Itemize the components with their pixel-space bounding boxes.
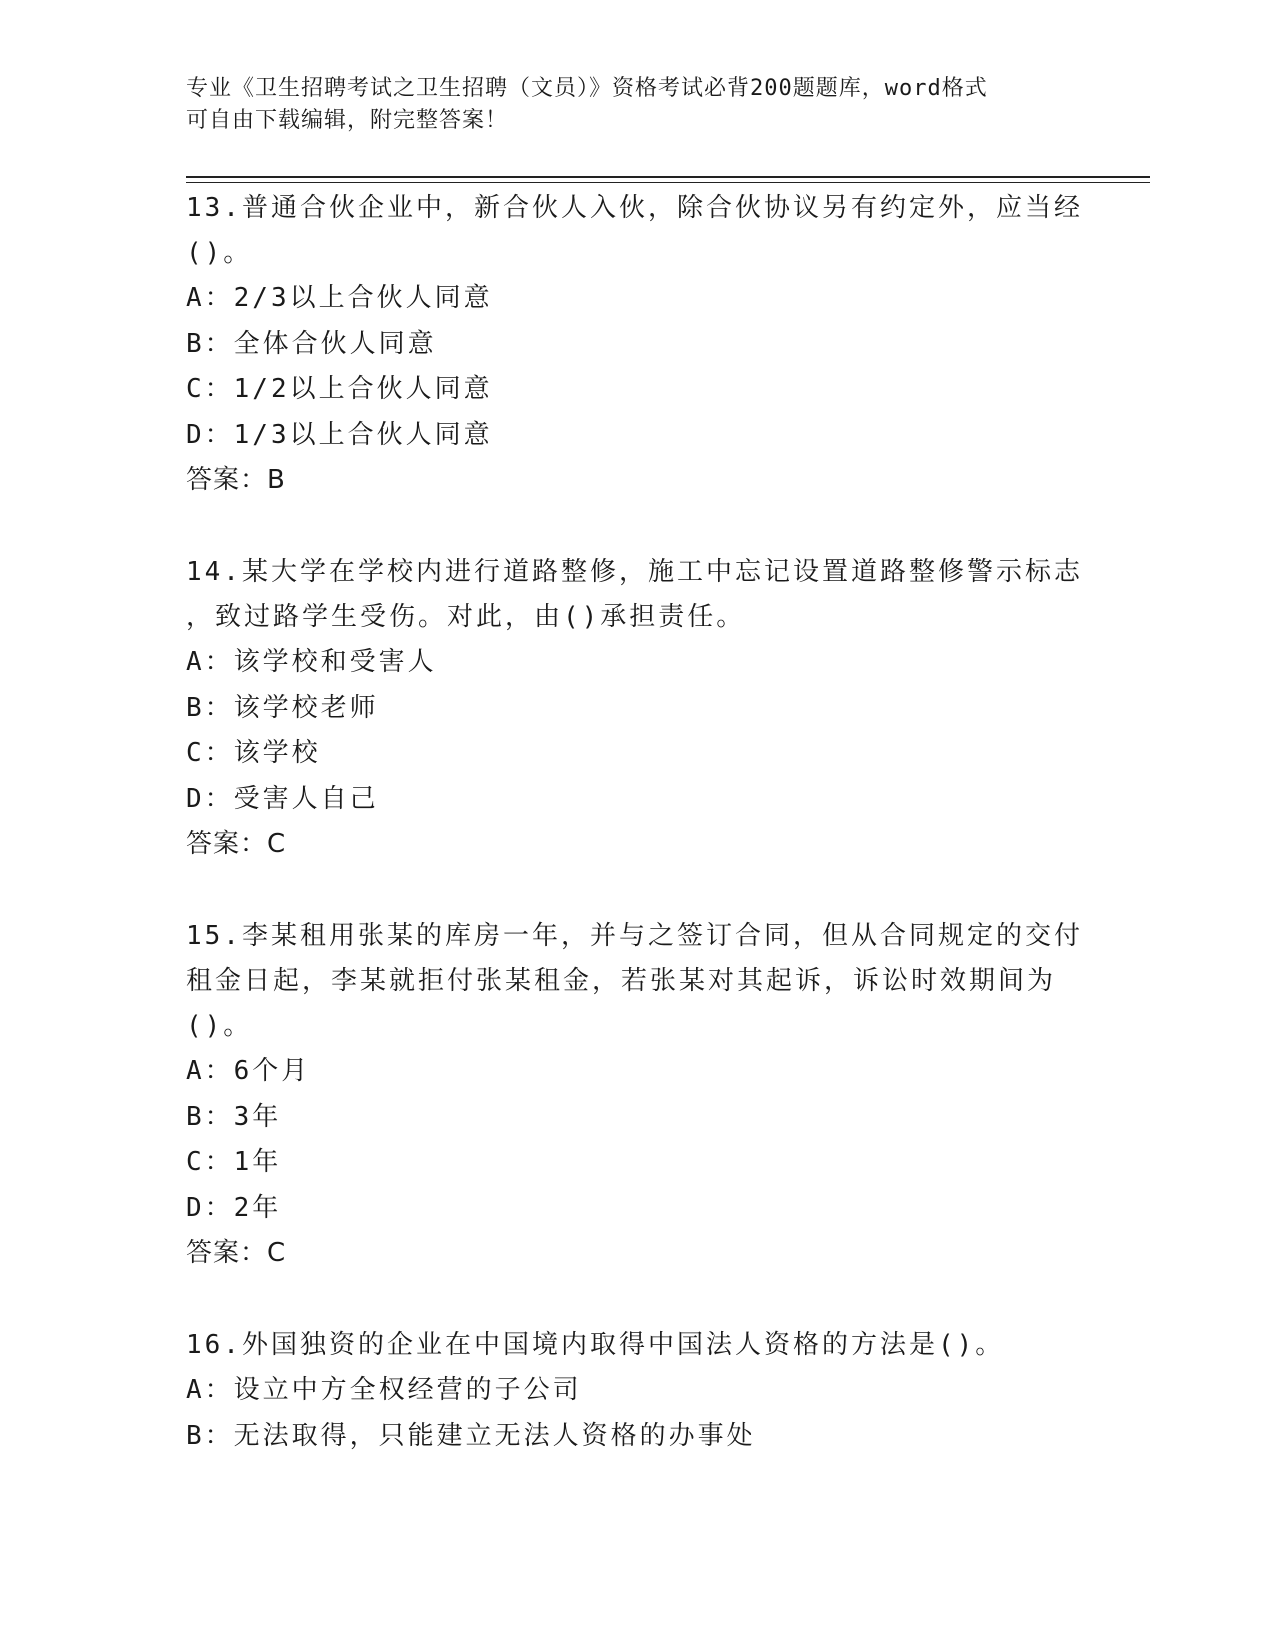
header-rule-thin <box>186 182 1150 183</box>
option-d: D：受害人自己 <box>186 783 379 814</box>
header-line-1: 专业《卫生招聘考试之卫生招聘（文员）》资格考试必背200题题库，word格式 <box>186 76 988 101</box>
option-a: A：该学校和受害人 <box>186 647 437 677</box>
option-c: C：1年 <box>186 1147 282 1177</box>
question-stem-line: 15.李某租用张某的库房一年，并与之签订合同，但从合同规定的交付 <box>186 921 1083 951</box>
question-stem-line: 14.某大学在学校内进行道路整修，施工中忘记设置道路整修警示标志 <box>186 557 1083 587</box>
option-b: B：3年 <box>186 1101 282 1132</box>
question-spacer <box>186 1276 1086 1323</box>
option-a: A：6个月 <box>186 1056 311 1086</box>
option-b: B：全体合伙人同意 <box>186 328 437 359</box>
question-stem-line: 13.普通合伙企业中，新合伙人入伙，除合伙协议另有约定外，应当经 <box>186 193 1083 223</box>
question-stem-line: ，致过路学生受伤。对此，由()承担责任。 <box>186 602 746 632</box>
option-b: B：该学校老师 <box>186 692 379 723</box>
question-16 <box>186 1323 1086 1459</box>
header-line-2: 可自由下载编辑，附完整答案！ <box>186 108 509 133</box>
option-c: C：1/2以上合伙人同意 <box>186 374 493 404</box>
question-13 <box>186 186 1086 503</box>
answer-line: 答案：C <box>186 829 287 859</box>
question-list <box>186 186 1086 1459</box>
option-c: C：该学校 <box>186 738 321 768</box>
question-spacer <box>186 503 1086 550</box>
question-14 <box>186 550 1086 867</box>
option-d: D：1/3以上合伙人同意 <box>186 419 493 450</box>
document-header <box>186 73 1066 137</box>
question-stem-line: ()。 <box>186 238 253 268</box>
question-stem-line: ()。 <box>186 1011 253 1041</box>
option-a: A：设立中方全权经营的子公司 <box>186 1375 582 1405</box>
option-b: B：无法取得，只能建立无法人资格的办事处 <box>186 1420 756 1451</box>
answer-line: 答案：C <box>186 1238 287 1268</box>
question-stem-line: 租金日起，李某就拒付张某租金，若张某对其起诉，诉讼时效期间为 <box>186 966 1057 996</box>
option-a: A：2/3以上合伙人同意 <box>186 283 493 313</box>
question-stem-line: 16.外国独资的企业在中国境内取得中国法人资格的方法是()。 <box>186 1330 1005 1360</box>
answer-line: 答案：B <box>186 465 286 495</box>
question-15 <box>186 914 1086 1276</box>
option-d: D：2年 <box>186 1192 282 1223</box>
header-rule-thick <box>186 176 1150 178</box>
question-spacer <box>186 867 1086 914</box>
